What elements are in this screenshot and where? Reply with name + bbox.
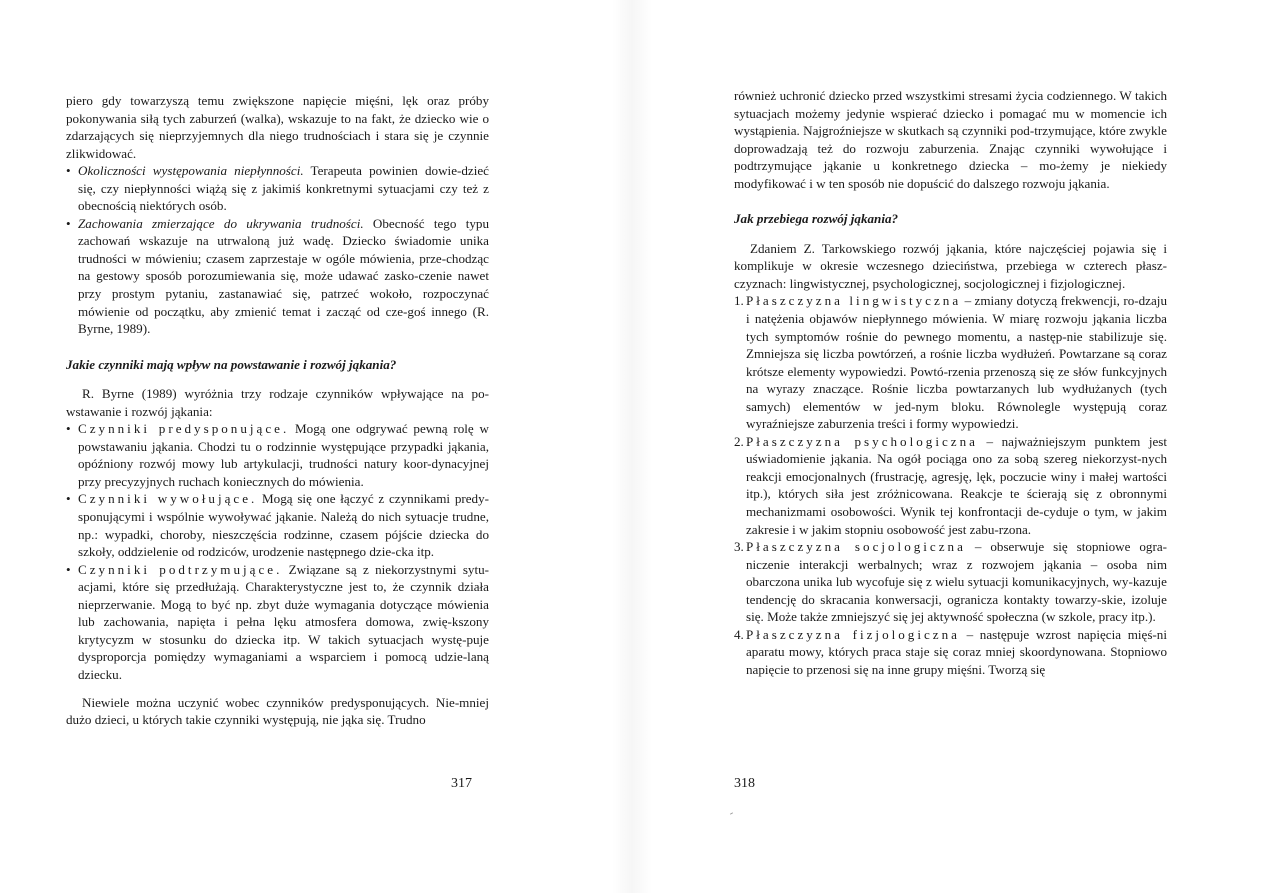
list-item [66,561,489,684]
bullet-icon: • [66,491,71,507]
lead-paragraph: również uchronić dziecko przed wszystkimi stresami życia codziennego. W takich sytuacjach możemy jedynie wspierać dziecko i pomagać mu w momencie ich wystąpienia. Najgroźniejsze w skutkach są czynniki pod-trzymujące, które zwykle doprowadzają też do rozwoju zaburzenia. Znając czynniki wywołujące i podtrzymujące jąkanie u konkretnego dziecka – mo-żemy je niekiedy modyfikować i w ten sposób nie dopuścić do dalszego rozwoju jąkania. [734,88,1167,191]
list-item [66,490,489,560]
list-item-number: 1. [734,293,744,309]
list-item [734,433,1167,538]
list-item-label: Płaszczyzna psychologiczna [746,433,978,449]
bullet-icon: • [66,215,71,231]
intro-paragraph: Zdaniem Z. Tarkowskiego rozwój jąkania, które najczęściej pojawia się i komplikuje w okresie wczesnego dzieciństwa, przebiega w czterech płasz-czyznach: lingwistycznej, psychologicznej, socjologicznej i fizjologicznej. [734,240,1167,291]
section-heading: Jak przebiega rozwój jąkania? [734,211,899,227]
list-item [66,215,489,338]
list-item-number: 4. [734,626,744,642]
list-item-label: Czynniki predysponujące. [78,421,290,437]
list-item [734,626,1167,679]
bullet-icon: • [66,561,71,577]
section-heading: Jakie czynniki mają wpływ na powstawanie i rozwój jąkania? [66,356,397,372]
list-item-label: Płaszczyzna lingwistyczna [746,293,962,309]
list-item [66,420,489,490]
list-item-text: – najważniejszym punktem jest uświadomienie jąkania. Na ogół pociąga ono za sobą szereg niekorzyst-nych reakcji emocjonalnych (frustrację, agresję, lęk, poczucie winy i małej wartości itp.), których siła jest zróżnicowana. Reakcje te ścierają się z obronnymi mechanizmami osobowości. Wynik tej konfrontacji de-cyduje o tym, w jakim zakresie i w jakim stopniu osobowość jest zabu-rzona. [746,433,1168,537]
page-number-right [734,772,774,792]
closing-paragraph: Niewiele można uczynić wobec czynników predysponujących. Nie-mniej dużo dzieci, u których takie czynniki występują, nie jąka się. Trudno [66,694,489,728]
list-item-label: Okoliczności występowania niepłynności. [78,163,304,179]
list-item [66,162,489,215]
bullet-list-factors [66,420,489,683]
list-item-text: – obserwuje się stopniowe ogra-niczenie interakcji werbalnych; wraz z rozwojem jąkania – osoba nim obarczona unika lub wycofuje się z wielu sytuacji komunikacyjnych, wy-kazuje tendencję do skracania konwersacji, ogranicza kontakty towarzy-skie, izoluje się. Może także zmniejszyć się jej aktywność społeczna (w szkole, pracy itp.). [746,539,1167,625]
left-page-text [66,92,489,729]
list-item-text: Mogą one odgrywać pewną rolę w powstawaniu jąkania. Chodzi tu o rodzinnie występujące przypadki jąkania, opóźniony rozwój mowy lub artykulacji, trudności natury koor-dynacyjnej przy precyzyjnych ruchach koniecznych do mówienia. [78,421,489,489]
bullet-list-observations [66,162,489,337]
list-item [734,292,1167,432]
intro-paragraph: R. Byrne (1989) wyróżnia trzy rodzaje czynników wpływające na po-wstawanie i rozwój jąkania: [66,386,489,419]
page-number-text: 317 [451,776,472,791]
page-number-text: 318 [734,776,755,791]
numbered-list-planes [734,292,1167,678]
bullet-icon: • [66,421,71,437]
list-item-text: Związane są z niekorzystnymi sytu-acjami, które się przedłużają. Charakterystyczne jest to, że czynnik działa nieprzerwanie. Mogą to być np. zbyt duże wymagania dotyczące mówienia lub zachowania, napięta i pełna lęku atmosfera domowa, zwię-kszony krytycyzm w stosunku do dziecka itp. W takich sytuacjach wystę-puje dysproporcja pomiędzy wymaganiami a wsparciem i pomocą udzie-laną dziecku. [78,561,490,682]
right-page-text [734,87,1167,679]
list-item-label: Czynniki podtrzymujące. [78,561,283,577]
list-item-label: Płaszczyzna fizjologiczna [746,626,960,642]
list-item-text: Mogą się one łączyć z czynnikami predy-sponującymi i wspólnie wywoływać jąkanie. Należą do nich sytuacje trudne, np.: wypadki, choroby, nieszczęścia rodzinne, czasem pójście dziecka do szkoły, oddzielenie od rodziców, urodzenie następnego dzie-cka itp. [78,491,489,560]
bullet-icon: • [66,163,71,179]
page-number-left [451,772,491,792]
list-item-label: Płaszczyzna socjologiczna [746,539,966,555]
lead-paragraph: piero gdy towarzyszą temu zwiększone napięcie mięśni, lęk oraz próby pokonywania siłą tych zaburzeń (walka), wskazuje to na fakt, że dziecko wie o zdarzających się nieprzyjemnych dla niego trudnościach i stara się je czynnie zlikwidować. [66,93,489,161]
list-item-number: 3. [734,539,744,555]
list-item-number: 2. [734,433,744,449]
list-item-label: Czynniki wywołujące. [78,491,258,507]
list-item-text: – zmiany dotyczą frekwencji, ro-dzaju i natężenia objawów niepłynnego mówienia. W miarę rozwoju jąkania liczba tych symptomów rośnie do pewnego momentu, a następ-nie stabilizuje się. Zmniejsza się liczba powtórzeń, a rośnie liczba wydłużeń. Powtarzane są coraz krótsze elementy wypowiedzi. Powtó-rzenia przenoszą się ze słów funkcyjnych na wyrazy znaczące. Rośnie liczba powtarzanych lub wydłużanych (tych samych) elementów w jed-nym bloku. Równolegle występują coraz wyraźniejsze zaburzenia treści i formy wypowiedzi. [746,293,1167,432]
list-item-text: Obecność tego typu zachowań wskazuje na utrwaloną już wadę. Dziecko świadomie unika trudności w mówieniu; czasem zaprzestaje w ogóle mówienia, prze-chodząc na gestowy sposób porozumiewania się, może udawać zasko-czenie nawet przy prostym pytaniu, zastanawiać się, patrzeć wokoło, rozpoczynać mówienie od początku, aby zmienić temat i zacząć od cze-goś innego (R. Byrne, 1989). [78,215,489,337]
list-item-label: Zachowania zmierzające do ukrywania trudności. [78,215,364,231]
list-item-text: – następuje wzrost napięcia mięś-ni aparatu mowy, których praca staje się coraz mniej skoordynowana. Stopniowo napięcie to przenosi się na inne grupy mięśni. Tworzą się [746,626,1167,677]
list-item-text: Terapeuta powinien dowie-dzieć się, czy niepłynności wiążą się z jakimiś konkretnymi sytuacjami czy też z obecnością niektórych osób. [78,163,489,214]
right-page [632,0,1263,893]
list-item [734,538,1167,626]
